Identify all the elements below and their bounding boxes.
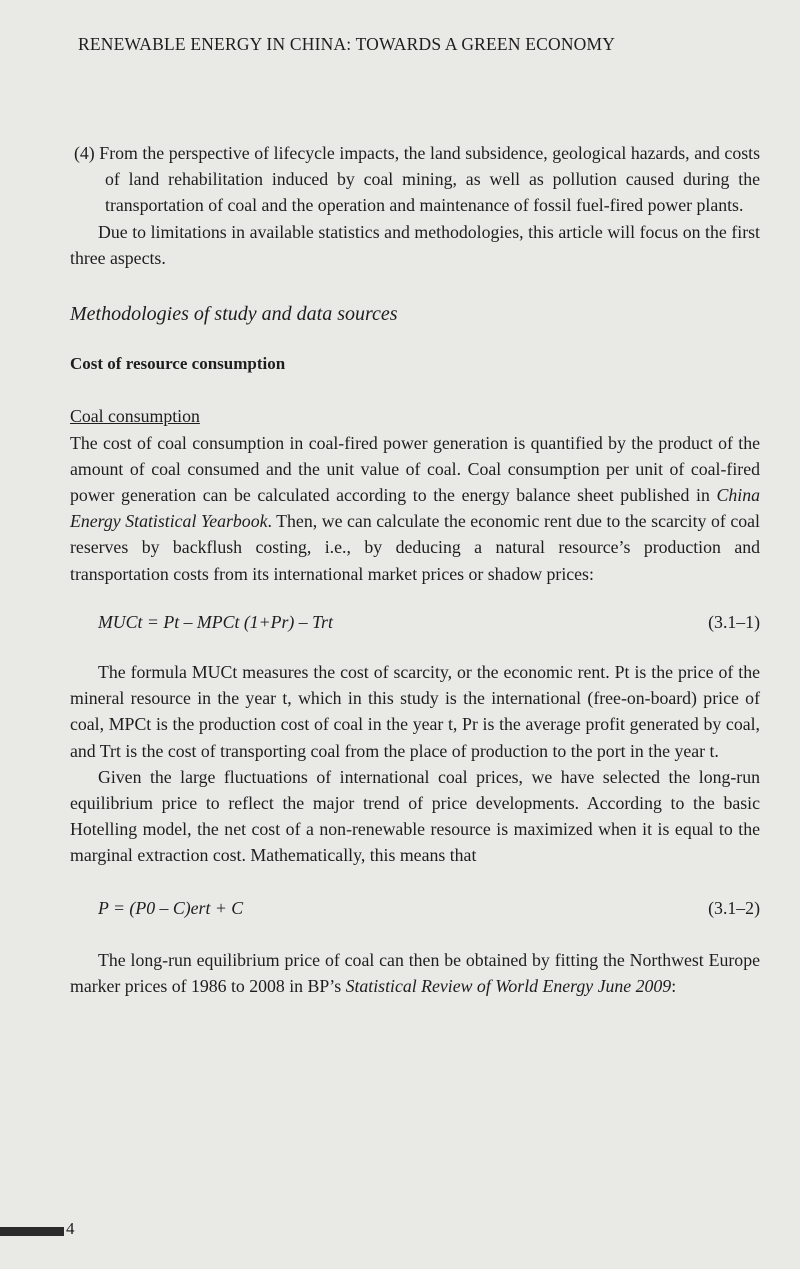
paragraph-text: The cost of coal consumption in coal-fired power generation is quantified by the product of the amount of coal consumed and the unit value of coal. Coal consumption per unit of coal-fired power generation can be calculated according to the energy balance sheet published in [70,432,760,506]
subsection-title: Cost of resource consumption [70,354,286,374]
equation-number: (3.1–1) [708,611,760,632]
equation-number: (3.1–2) [708,897,760,918]
paragraph-text: : [671,976,677,997]
paragraph-text: . Then, we can calculate the economic rent due to the scarcity of coal reserves by backflush costing, i.e., by deducing a natural resource’s production and transportation costs from its international market prices or shadow prices: [70,511,760,584]
section-title: Methodologies of study and data sources [70,303,398,326]
reference-title: China Energy Statistical Yearbook [70,485,760,532]
equation-formula: P = (P0 – C)ert + C [98,897,244,918]
paragraph-fluctuation: Given the large fluctuations of international coal prices, we have selected the long-run equilibrium price to reflect the major trend of price developments. According to the basic Hotelling model, the net cost of a non-renewable resource is maximized when it is equal to the marginal extraction cost. Mathematically, this means that [70,766,760,866]
equation-3-1-2 [98,895,760,921]
reference-title: Statistical Review of World Energy June 2009 [345,976,672,997]
footer-bar [0,1227,64,1236]
list-item-4: (4) From the perspective of lifecycle impacts, the land subsidence, geological hazards, and costs of land rehabilitation induced by coal mining, as well as pollution caused during the transportation of coal and the operation and maintenance of fossil fuel-fired power plants. [74,143,760,216]
paragraph-limitations: Due to limitations in available statistics and methodologies, this article will focus on the first three aspects. [70,221,760,268]
page-number: 4 [66,1219,75,1238]
subsubsection-title: Coal consumption [70,406,200,427]
running-header: RENEWABLE ENERGY IN CHINA: TOWARDS A GREEN ECONOMY [78,34,616,54]
paragraph-coal-consumption [70,430,760,587]
paragraph-long-run [70,947,760,999]
paragraph-explanation: The formula MUCt measures the cost of scarcity, or the economic rent. Pt is the price of the mineral resource in the year t, which in this study is the international (free-on-board) price of coal, MPCt is the production cost of coal in the year t, Pr is the average profit generated by coal, and Trt is the cost of transporting coal from the place of production to the port in the year t. [70,662,760,761]
paragraph-text: The long-run equilibrium price of coal can then be obtained by fitting the Northwest Europe marker prices of 1986 to 2008 in BP’s [70,949,760,997]
equation-formula: MUCt = Pt – MPCt (1+Pr) – Trt [98,611,333,632]
equation-3-1-1 [98,609,760,635]
page-body [70,140,760,999]
